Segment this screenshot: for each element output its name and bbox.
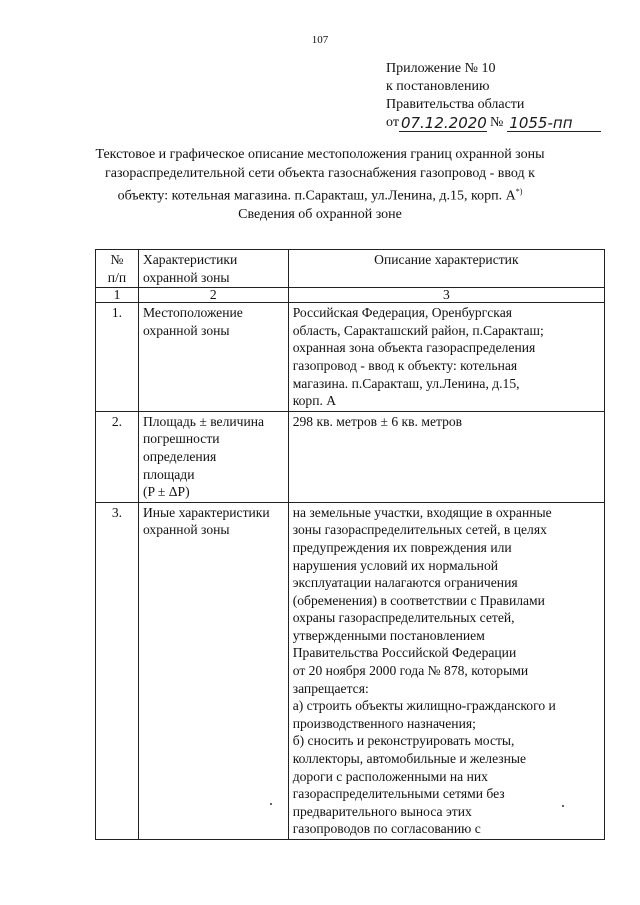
table-header-row [96,250,605,288]
appendix-line-3: Правительства области [386,97,525,112]
appendix-block [386,60,601,132]
table-row [96,502,605,839]
header-number: № п/п [96,250,139,288]
row-characteristic: Местоположение охранной зоны [138,303,288,412]
section-subtitle: Сведения об охранной зоне [238,207,402,223]
page-number: 107 [311,34,329,46]
row-description: Российская Федерация, Оренбургская область, Саракташский район, п.Саракташ; охранная зона объекта газораспределения газопровод - ввод к объекту: котельная магазина. п.Саракташ, ул.Ленина, д.15, корп. А [288,303,604,412]
number-sign: № [489,115,504,130]
row-description: на земельные участки, входящие в охранные зоны газораспределительных сетей, в целях предупреждения их повреждения или нарушения условий их нормальной эксплуатации налагаются ограничения (обременения) в соответствии с Правилами охраны газораспределительных сетей, утвержденными постановлением Правительства Российской Федерации от 20 ноября 2000 года № 878, которыми запрещается: а) строить объекты жилищно-гражданского и производственного назначения; б) сносить и реконструировать мосты, коллекторы, автомобильные и железные дороги с расположенными на них газораспределительными сетями без предварительного выноса этих газопроводов по согласованию с [288,502,604,839]
appendix-line-2: к постановлению [386,79,490,94]
table-row [96,411,605,502]
row-number: 1. [96,303,139,412]
handwritten-date: 07.12.2020 [400,114,487,132]
appendix-date-number-line [386,114,601,132]
row-number: 2. [96,411,139,502]
row-description: 298 кв. метров ± 6 кв. метров [288,411,604,502]
prefix-from: от [386,115,399,130]
handwritten-number: 1055-пп [507,115,601,132]
column-number-2: 2 [138,288,288,303]
scan-speck [562,805,564,807]
column-number-3: 3 [288,288,604,303]
header-description: Описание характеристик [288,250,604,288]
document-title [80,146,560,225]
row-number: 3. [96,502,139,839]
scan-speck [270,803,272,805]
column-number-1: 1 [96,288,139,303]
table-row [96,303,605,412]
zone-info-table [95,249,605,840]
title-text: Текстовое и графическое описание местоположения границ охранной зоны газораспределительной сети объекта газоснабжения газопровод - ввод к объекту: котельная магазина. п.Саракташ, ул.Ленина, д.15, корп. А [95,147,545,204]
column-number-row [96,288,605,303]
header-characteristic: Характеристики охранной зоны [138,250,288,288]
row-characteristic: Иные характеристики охранной зоны [138,502,288,839]
row-characteristic: Площадь ± величина погрешности определения площади (P ± ΔP) [138,411,288,502]
footnote-mark: *) [515,187,523,196]
appendix-line-1: Приложение № 10 [386,61,496,76]
